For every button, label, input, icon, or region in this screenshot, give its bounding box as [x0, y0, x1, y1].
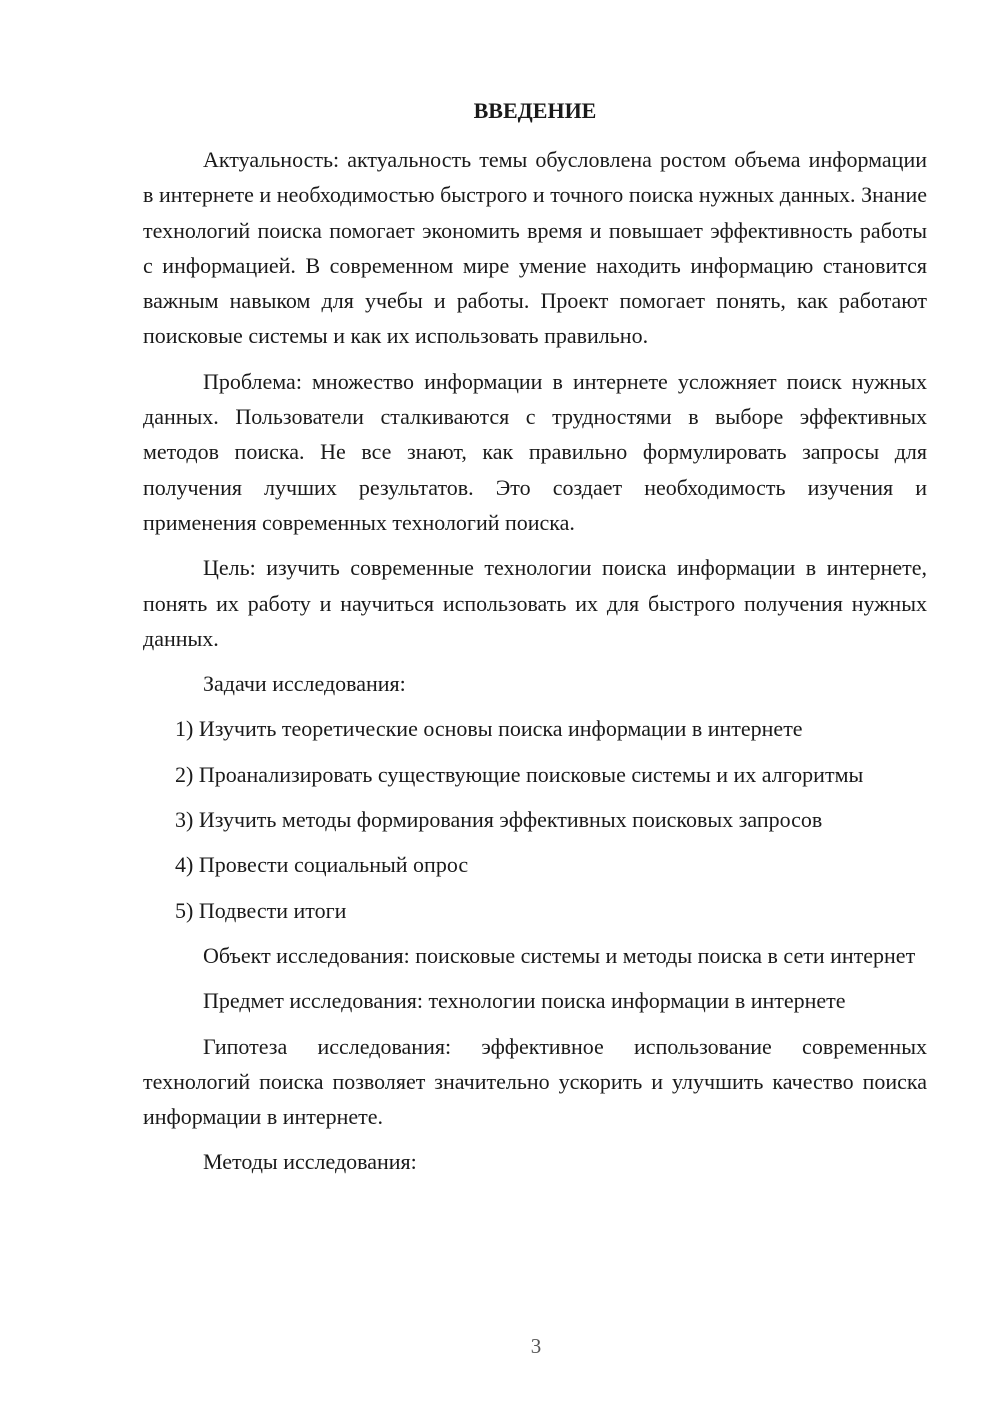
methods-heading: Методы исследования:	[203, 1149, 417, 1175]
paragraph-relevance: Актуальность: актуальность темы обусловлена ростом объема информации в интернете и необходимостью быстрого и точного поиска нужных данных. Знание технологий поиска помогает экономить время и повышает эффективность работы с информацией. В современном мире умение находить информацию становится важным навыком для учебы и работы. Проект помогает понять, как работают поисковые системы и как их использовать правильно.	[143, 147, 927, 349]
paragraph-object: Объект исследования: поисковые системы и методы поиска в сети интернет	[203, 942, 916, 968]
task-item-1: 1) Изучить теоретические основы поиска информации в интернете	[175, 716, 803, 742]
paragraph-subject: Предмет исследования: технологии поиска информации в интернете	[203, 988, 846, 1014]
paragraph-hypothesis: Гипотеза исследования: эффективное использование современных технологий поиска позволяет значительно ускорить и улучшить качество поиска информации в интернете.	[143, 1033, 927, 1130]
page-number: 3	[530, 1334, 542, 1358]
tasks-heading: Задачи исследования:	[203, 671, 406, 697]
paragraph-problem: Проблема: множество информации в интернете усложняет поиск нужных данных. Пользователи сталкиваются с трудностями в выборе эффективных методов поиска. Не все знают, как правильно формулировать запросы для получения лучших результатов. Это создает необходимость изучения и применения современных технологий поиска.	[143, 368, 927, 535]
task-item-3: 3) Изучить методы формирования эффективных поисковых запросов	[175, 807, 823, 833]
paragraph-goal: Цель: изучить современные технологии поиска информации в интернете, понять их работу и научиться использовать их для быстрого получения нужных данных.	[143, 555, 927, 651]
task-item-5: 5) Подвести итоги	[175, 897, 347, 923]
task-item-4: 4) Провести социальный опрос	[175, 852, 469, 878]
task-item-2: 2) Проанализировать существующие поисковые системы и их алгоритмы	[175, 761, 864, 787]
section-title: ВВЕДЕНИЕ	[473, 98, 597, 123]
document-body	[143, 142, 927, 1190]
